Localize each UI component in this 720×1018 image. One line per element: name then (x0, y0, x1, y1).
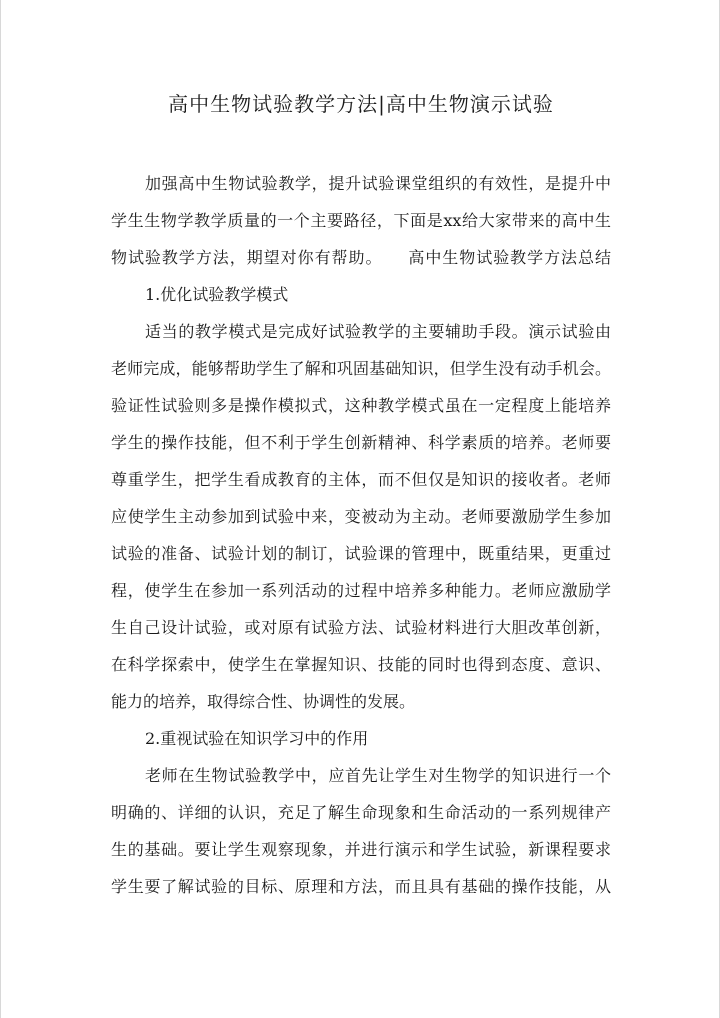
paragraph-line: 适当的教学模式是完成好试验教学的主要辅助手段。演示试验由 (145, 322, 611, 341)
document-body (111, 165, 611, 905)
paragraph-line: 学生生物学教学质量的一个主要路径，下面是xx给大家带来的高中生 (111, 211, 611, 230)
paragraph-line: 明确的、详细的认识，充足了解生命现象和生命活动的一系列规律产 (111, 803, 611, 822)
paragraph-line: 在科学探索中，使学生在掌握知识、技能的同时也得到态度、意识、 (111, 655, 611, 674)
document-title: 高中生物试验教学方法|高中生物演示试验 (168, 92, 554, 116)
paragraph-line: 加强高中生物试验教学，提升试验课堂组织的有效性，是提升中 (145, 174, 611, 193)
section-heading: 1.优化试验教学模式 (145, 285, 289, 304)
section-heading: 2.重视试验在知识学习中的作用 (145, 729, 369, 748)
paragraph-line: 学生的操作技能，但不利于学生创新精神、科学素质的培养。老师要 (111, 433, 611, 452)
paragraph-line: 生自己设计试验，或对原有试验方法、试验材料进行大胆改革创新， (111, 618, 611, 637)
paragraph-line: 能力的培养，取得综合性、协调性的发展。 (111, 692, 416, 711)
paragraph-line: 程，使学生在参加一系列活动的过程中培养多种能力。老师应激励学 (111, 581, 611, 600)
paragraph-line: 生的基础。要让学生观察现象，并进行演示和学生试验，新课程要求 (111, 840, 611, 859)
paragraph-line: 老师在生物试验教学中，应首先让学生对生物学的知识进行一个 (145, 766, 611, 785)
paragraph-line: 验证性试验则多是操作模拟式，这种教学模式虽在一定程度上能培养 (111, 396, 611, 415)
paragraph-line: 试验的准备、试验计划的制订，试验课的管理中，既重结果，更重过 (111, 544, 611, 563)
paragraph-line: 物试验教学方法，期望对你有帮助。 高中生物试验教学方法总结 (111, 248, 611, 267)
paragraph-line: 尊重学生，把学生看成教育的主体，而不但仅是知识的接收者。老师 (111, 470, 611, 489)
paragraph-line: 老师完成，能够帮助学生了解和巩固基础知识，但学生没有动手机会。 (111, 359, 611, 378)
paragraph-line: 学生要了解试验的目标、原理和方法，而且具有基础的操作技能，从 (111, 877, 611, 896)
paragraph-line: 应使学生主动参加到试验中来，变被动为主动。老师要激励学生参加 (111, 507, 611, 526)
